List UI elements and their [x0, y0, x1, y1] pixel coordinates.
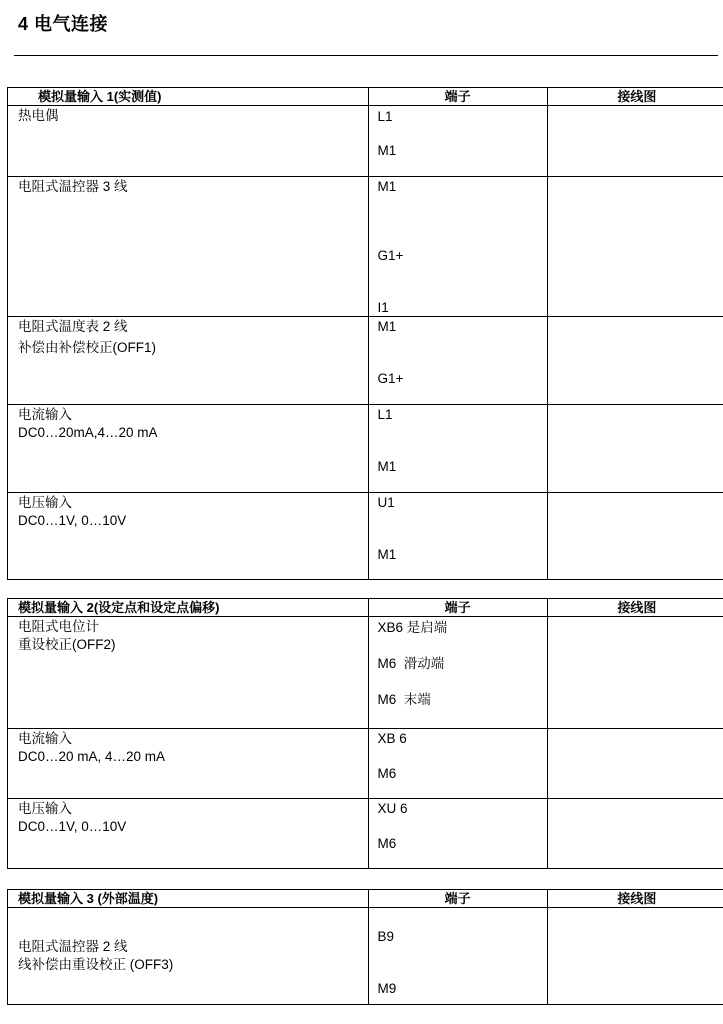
row-description: 电流输入 DC0…20mA,4…20 mA [8, 405, 369, 493]
table-row [8, 405, 723, 493]
table-row [8, 617, 723, 729]
row-description: 电流输入 DC0…20 mA, 4…20 mA [8, 729, 369, 799]
wiring-diagram-cell [547, 493, 723, 580]
row-description: 电阻式电位计 重设校正(OFF2) [8, 617, 369, 729]
header-terminal: 端子 [368, 890, 547, 908]
row-terminals [368, 908, 547, 1005]
terminal-label: M6 [377, 766, 397, 781]
terminal-label: I1 [377, 300, 389, 315]
table-row [8, 106, 723, 177]
table-row [8, 493, 723, 580]
terminal-label: M1 [377, 179, 397, 194]
row-terminals [368, 493, 547, 580]
header-terminal: 端子 [368, 599, 547, 617]
wiring-diagram-cell [547, 405, 723, 493]
terminal-label: M9 [377, 981, 397, 996]
wiring-diagram-cell [547, 177, 723, 317]
row-terminals [368, 177, 547, 317]
terminal-label: U1 [377, 495, 395, 510]
row-terminals [368, 729, 547, 799]
row-description: 热电偶 [8, 106, 369, 177]
table-header-row [8, 599, 723, 617]
table-row [8, 317, 723, 405]
row-terminals [368, 317, 547, 405]
terminal-label: M6 [377, 836, 397, 851]
row-terminals [368, 799, 547, 869]
row-description: 电阻式温控器 3 线 [8, 177, 369, 317]
wiring-diagram-cell [547, 729, 723, 799]
wiring-diagram-cell [547, 617, 723, 729]
title-rule [14, 55, 718, 56]
analog-input-2-table [7, 598, 723, 869]
wiring-diagram-cell [547, 799, 723, 869]
terminal-label: M6 滑动端 [377, 656, 445, 671]
row-description: 电压输入 DC0…1V, 0…10V [8, 799, 369, 869]
terminal-label: G1+ [377, 371, 404, 386]
header-wiring: 接线图 [547, 890, 723, 908]
wiring-diagram-cell [547, 317, 723, 405]
table-row [8, 908, 723, 1005]
terminal-label: M6 末端 [377, 692, 431, 707]
table-row [8, 799, 723, 869]
table-row [8, 177, 723, 317]
analog-input-1-table [7, 87, 723, 580]
header-wiring: 接线图 [547, 599, 723, 617]
terminal-label: M1 [377, 547, 397, 562]
header-input: 模拟量输入 1(实测值) [8, 88, 369, 106]
terminal-label: XB 6 [377, 731, 407, 746]
header-wiring: 接线图 [547, 88, 723, 106]
terminal-label: G1+ [377, 248, 404, 263]
header-terminal: 端子 [368, 88, 547, 106]
wiring-diagram-cell [547, 106, 723, 177]
header-input: 模拟量输入 2(设定点和设定点偏移) [8, 599, 369, 617]
terminal-label: XU 6 [377, 801, 408, 816]
terminal-label: L1 [377, 407, 393, 422]
row-terminals [368, 617, 547, 729]
terminal-label: M1 [377, 319, 397, 334]
table-header-row [8, 890, 723, 908]
row-description: 电阻式温度表 2 线 补偿由补偿校正(OFF1) [8, 317, 369, 405]
row-description: 电阻式温控器 2 线 线补偿由重设校正 (OFF3) [8, 908, 369, 1005]
table-header-row [8, 88, 723, 106]
section-title: 4 电气连接 [18, 14, 109, 34]
header-input: 模拟量输入 3 (外部温度) [8, 890, 369, 908]
wiring-diagram-cell [547, 908, 723, 1005]
terminal-label: M1 [377, 459, 397, 474]
row-terminals [368, 405, 547, 493]
terminal-label: M1 [377, 143, 397, 158]
terminal-label: XB6 是启端 [377, 620, 448, 635]
terminal-label: B9 [377, 929, 395, 944]
row-terminals [368, 106, 547, 177]
analog-input-3-table [7, 889, 723, 1005]
table-row [8, 729, 723, 799]
terminal-label: L1 [377, 109, 393, 124]
row-description: 电压输入 DC0…1V, 0…10V [8, 493, 369, 580]
